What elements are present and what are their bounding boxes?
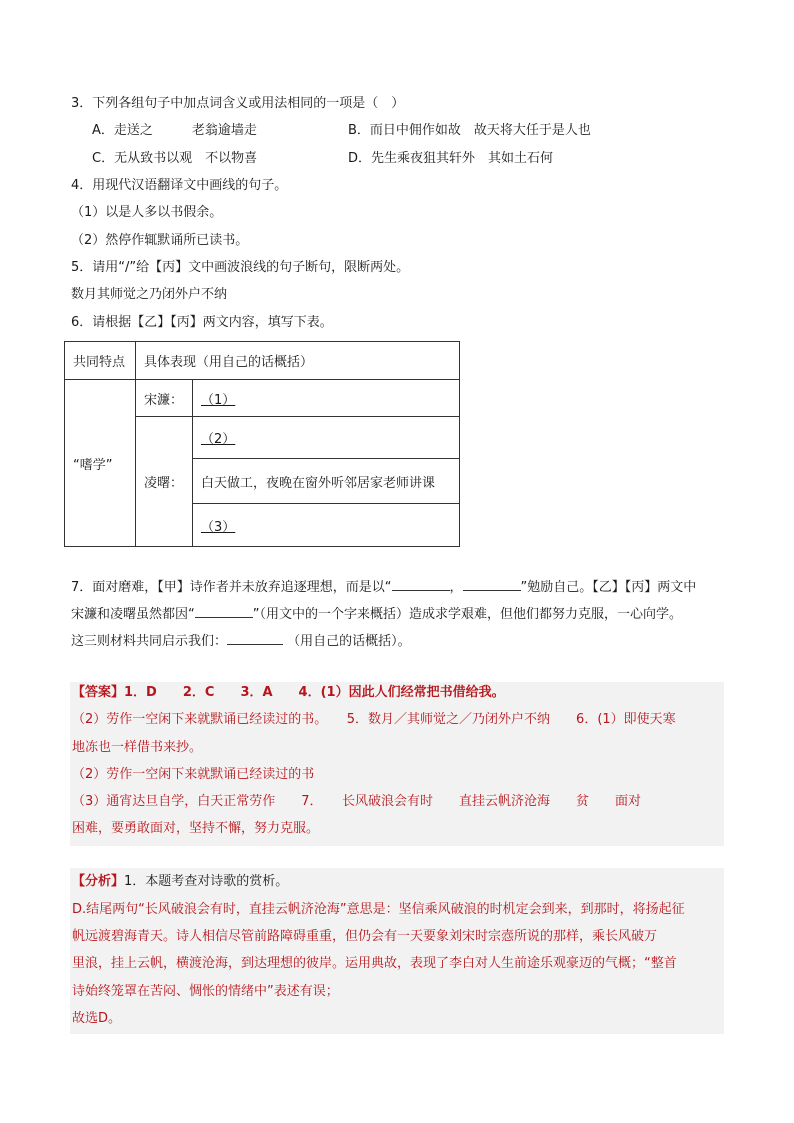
q6-stem: 6．请根据【乙】【丙】两文内容，填写下表。 [71, 315, 333, 330]
q3-stem: 3．下列各组句子中加点词含义或用法相同的一项是（ ） [71, 96, 405, 111]
q4-sentence-2: （2）然停作辄默诵所已读书。 [71, 233, 249, 248]
q7-blank-2[interactable] [463, 577, 521, 591]
q7-line-3: 这三则材料共同启示我们： （用自己的话概括）。 [71, 631, 411, 651]
answer-line-2: （2）劳作一空闲下来就默诵已经读过的书。 5．数月／其师觉之／乃闭外户不纳 6．(1）即使天寒 [72, 712, 676, 727]
table-ling-label: 凌曙： [136, 417, 193, 547]
q3-option-a: A．走送之 老翁逾墙走 [92, 123, 257, 138]
answer-line-3: 地冻也一样借书来抄。 [72, 740, 203, 755]
answer-line-5: （3）通宵达旦自学，白天正常劳作 7． 长风破浪会有时 直挂云帆济沧海 贫 面对 [72, 794, 642, 809]
answer-line-6: 困难，要勇敢面对，坚持不懈，努力克服。 [72, 821, 320, 836]
answer-label: 【答案】 [72, 685, 125, 700]
analysis-label: 【分析】 [72, 874, 125, 889]
table-feature-cell: “嗜学” [65, 380, 136, 547]
answer-line-1: 【答案】1．D 2．C 3．A 4．(1）因此人们经常把书借给我。 [72, 685, 505, 700]
q7-blank-1[interactable] [392, 577, 450, 591]
analysis-line-1: 【分析】1．本题考查对诗歌的赏析。 [72, 874, 289, 889]
analysis-line-6: 故选D。 [72, 1011, 122, 1026]
q7-blank-4[interactable] [227, 631, 283, 645]
analysis-line-4: 里浪，挂上云帆，横渡沧海，到达理想的彼岸。运用典故，表现了李白对人生前途乐观豪迈的气概；“整首 [72, 956, 677, 971]
q6-table [64, 341, 460, 547]
q5-stem: 5．请用“/”给【丙】文中画波浪线的句子断句，限断两处。 [71, 260, 410, 275]
q4-stem: 4．用现代汉语翻译文中画线的句子。 [71, 178, 288, 193]
analysis-box [70, 868, 724, 1034]
table-blank-3[interactable]: （3） [201, 519, 236, 535]
q3-option-d: D．先生乘夜狙其轩外 其如土石何 [348, 151, 554, 166]
table-header-detail: 具体表现（用自己的话概括） [136, 342, 460, 380]
table-row3-text: 白天做工，夜晚在窗外听邻居家老师讲课 [193, 459, 460, 504]
analysis-line-5: 诗始终笼罩在苦闷、惆怅的情绪中”表述有误； [72, 984, 339, 999]
q4-sentence-1: （1）以是人多以书假余。 [71, 205, 223, 220]
q3-option-b: B．而日中佣作如故 故天将大任于是人也 [348, 123, 591, 138]
table-blank-2[interactable]: （2） [201, 432, 236, 447]
q7-blank-3[interactable] [195, 604, 253, 618]
table-blank-1[interactable]: （1） [201, 392, 236, 408]
table-song-label: 宋濂： [136, 380, 193, 417]
analysis-line-3: 帆远渡碧海青天。诗人相信尽管前路障碍重重，但仍会有一天要象刘宋时宗悫所说的那样，乘长风破万 [72, 929, 658, 944]
q7-line-2: 宋濂和凌曙虽然都因“ ”（用文中的一个字来概括）造成求学艰难，但他们都努力克服，一心向学。 [71, 604, 682, 624]
q5-sentence: 数月其师觉之乃闭外户不纳 [71, 287, 228, 302]
analysis-line-2: D.结尾两句“长风破浪会有时，直挂云帆济沧海”意思是：坚信乘风破浪的时机定会到来，到那时，将扬起征 [72, 902, 685, 917]
table-header-feature: 共同特点 [65, 342, 136, 380]
answer-line-4: （2）劳作一空闲下来就默诵已经读过的书 [72, 767, 315, 782]
q3-option-c: C．无从致书以观 不以物喜 [92, 151, 258, 166]
q7-line-1: 7．面对磨难，【甲】诗作者并未放弃追逐理想，而是以“ ， ”勉励自己。【乙】【丙】两文中 [71, 577, 696, 597]
